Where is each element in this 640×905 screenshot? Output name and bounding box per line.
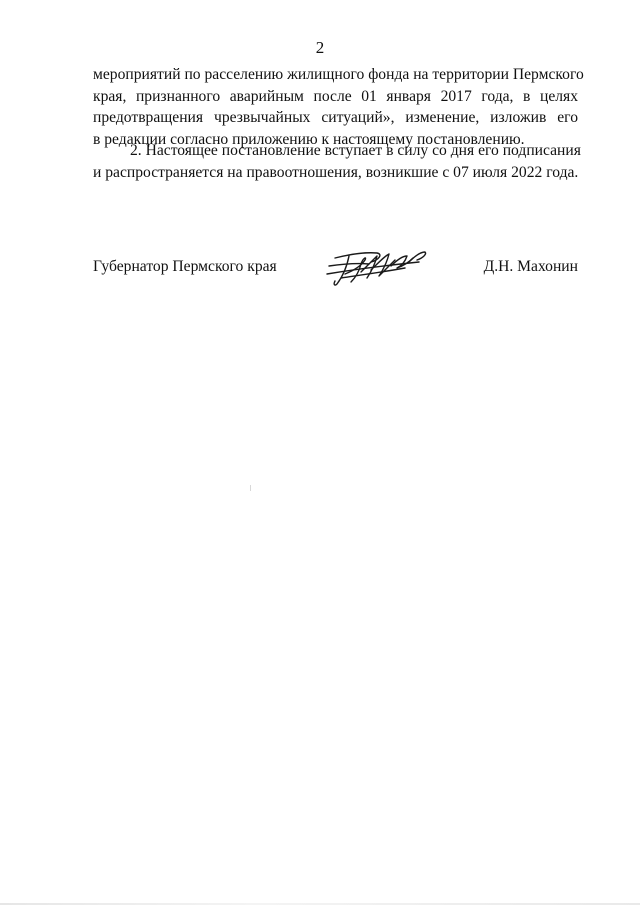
- paragraph-1-line: края, признанного аварийным после 01 января 2017 года, в целях: [93, 87, 578, 105]
- scan-artifact: [250, 485, 251, 491]
- paragraph-2: [93, 140, 581, 183]
- paragraph-2-line: 2. Настоящее постановление вступает в силу со дня его подписания: [130, 142, 581, 159]
- page-number: 2: [315, 38, 325, 57]
- paragraph-2-line: и распространяется на правоотношения, возникшие с 07 июля 2022 года.: [93, 163, 579, 181]
- signatory-position: Губернатор Пермского края: [93, 258, 277, 275]
- signature-block: [93, 256, 578, 286]
- paragraph-1-line: в редакции согласно приложению к настоящему постановлению.: [93, 130, 525, 148]
- handwritten-signature: [321, 244, 433, 290]
- signatory-name: Д.Н. Махонин: [483, 258, 578, 275]
- paragraph-1-line: мероприятий по расселению жилищного фонда на территории Пермского: [93, 66, 584, 83]
- paragraph-1: [93, 64, 584, 150]
- paragraph-1-line: предотвращения чрезвычайных ситуаций», изменение, изложив его: [93, 109, 578, 126]
